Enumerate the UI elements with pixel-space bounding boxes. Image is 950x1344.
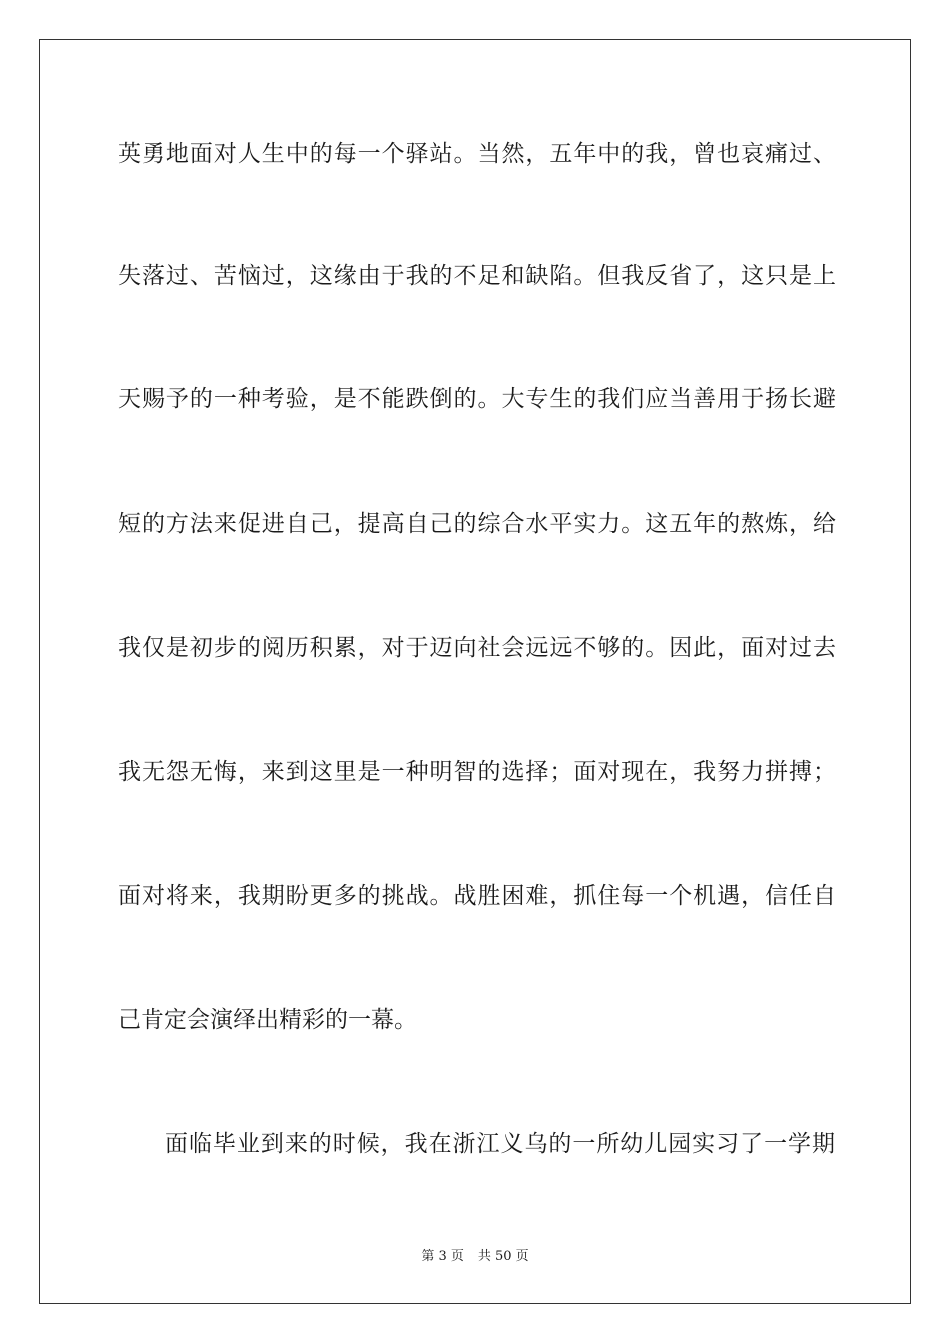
paragraph-line: 失落过、苦恼过，这缘由于我的不足和缺陷。但我反省了，这只是上 [118,263,836,289]
paragraph-line: 面对将来，我期盼更多的挑战。战胜困难，抓住每一个机遇，信任自 [118,883,836,909]
paragraph-line: 天赐予的一种考验，是不能跌倒的。大专生的我们应当善用于扬长避 [118,386,836,412]
paragraph-line: 短的方法来促进自己，提高自己的综合水平实力。这五年的熬炼，给 [118,511,836,537]
paragraph-line: 己肯定会演绎出精彩的一幕。 [118,1007,417,1033]
page-footer [0,1248,950,1266]
paragraph-line: 我仅是初步的阅历积累，对于迈向社会远远不够的。因此，面对过去 [118,635,836,661]
paragraph-line: 面临毕业到来的时候，我在浙江义乌的一所幼儿园实习了一学期 [165,1131,835,1157]
paragraph-line: 英勇地面对人生中的每一个驿站。当然，五年中的我，曾也哀痛过、 [118,141,836,167]
page-total: 共 50 页 [477,1249,529,1264]
page-number: 第 3 页 [421,1249,464,1264]
paragraph-line: 我无怨无悔，来到这里是一种明智的选择；面对现在，我努力拼搏； [118,759,836,785]
page-border [39,39,911,1304]
